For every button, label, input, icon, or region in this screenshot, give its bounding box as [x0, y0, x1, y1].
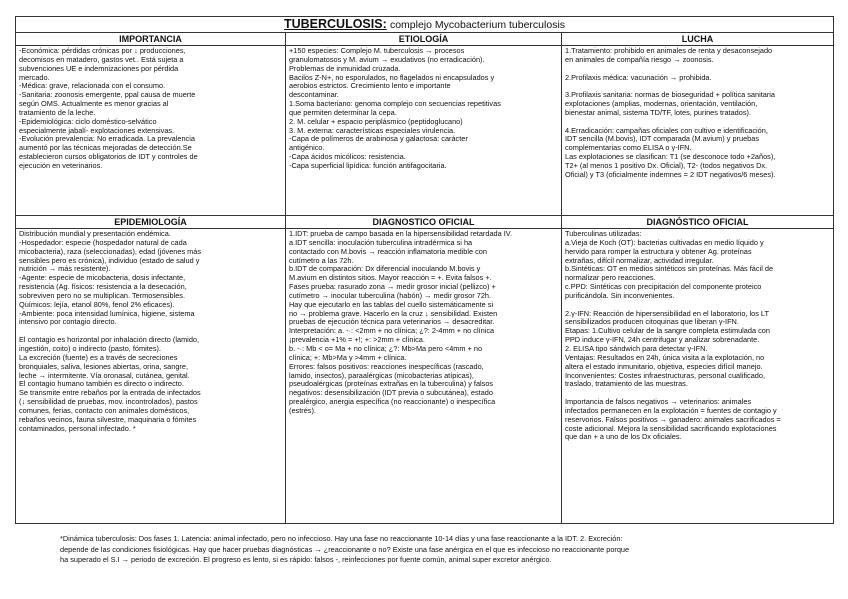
title-cell [16, 17, 834, 33]
document-title: TUBERCULOSIS: [283, 17, 387, 31]
header-row-2 [16, 216, 834, 229]
header-importancia: IMPORTANCIA [16, 33, 286, 46]
importancia-text: -Económica: pérdidas crónicas por ↓ producciones, decomisos en matadero, gastos vet.. Está sujeta a subvenciones UE e indemnizaciones por pérdida mercado. -Médica: grave, relacionada con el consumo. -Sanitaria: zoonosis emergente, ppal causa de muerte según OMS. Actualmente es menor gracias al tratamiento de la leche. -Epidemiológica: ciclo doméstico-selvático especialmente jabalí- explotaciones extensivas. -Evolución prevalencia: No erradicada. La prevalencia aumentó por las técnicas mejoradas de detección.Se establecieron cursos obligatorios de IDT y controles de ejecución en veterinarios. [16, 46, 286, 216]
header-etiologia: ETIOLOGÍA [286, 33, 562, 46]
diagnostico-oficial-2-text: Tuberculinas utilizadas: a.Vieja de Koch (OT): bacterias cultivadas en medio líquido y hervido para romper la estructura y obtener Ag. proteínas extrañas, difícil normalizar, actividad irregular. b.Sintéticas: OT en medios sintéticos sin proteínas. Más fácil de normalizar pero reacciones. c.PPD: Sintéticas con precipitación del componente proteico purificándola. Sin inconvenientes. 2.γ-IFN: Reacción de hipersensibilidad en el laboratorio, los LT sensibilizados producen citoquinas que liberan γ-IFN. Etapas: 1.Cultivo celular de la sangre completa estimulada con PPD induce γ-IFN, 24h centrifugar y analizar sobrenadante. 2. ELISA tipo sándwich para detectar γ-IFN. Ventajas: Resultados en 24h, única visita a la explotación, no altera el estado inmunitario, objetiva, especies difícil manejo. Inconvenientes: Costes infraestructuras, personal cualificado, traslado, tratamiento de las muestras. Importancia de falsos negativos → veterinarios: animales infectados permanecen en la explotación = fuentes de contagio y reservorios. Falsos positivos → ganadero: animales sacrificados = coste adicional. Mejora la sensibilidad sacrificando explotaciones que dan + a uno de los Dx oficiales. [562, 229, 834, 524]
lucha-text: 1.Tratamiento: prohibido en animales de renta y desaconsejado en animales de compañía riesgo → zoonosis. 2.Profilaxis médica: vacunación → prohibida. 3.Profilaxis sanitaria: normas de bioseguridad + política sanitaria explotaciones (amplias, modernas, orientación, ventilación, bienestar animal, sistema TD/TF, lotes, purines tratados). 4.Erradicación: campañas oficiales con cultivo e identificación, IDT sencilla (M.bovis), IDT comparada (M.avium) y pruebas complementarias como ELISA o γ-IFN. Las explotaciones se clasifican: T1 (se desconoce todo +2años), T2+ (al menos 1 positivo Dx. Oficial), T2- (todos negativos Dx. Oficial) y T3 (oficialmente indemnes = 2 IDT negativos/6 meses). [562, 46, 834, 216]
footnote: *Dinámica tuberculosis: Dos fases 1. Latencia: animal infectado, pero no infeccioso. Hay una fase no reaccionante 10-14 días y una fase reaccionante a la IDT. 2. Excreción: depende de las condiciones fisiológicas. Hay que hacer pruebas diagnósticas → ¿reaccionante o no? Existe una fase anérgica en el que es infeccioso no reaccionante porque ha superado el S.I → periodo de excreción. El progreso es lento, si es rápido: falsos -, reinfecciones por fuente común, animal super excretor anérgico. [60, 534, 630, 564]
summary-table [15, 16, 834, 524]
header-row-1 [16, 33, 834, 46]
content-row-1 [16, 46, 834, 216]
epidemiologia-text: Distribución mundial y presentación endémica. -Hospedador: especie (hospedador natural de cada micobacteria), raza (seleccionadas), edad (jóvenes más sensibles pero es crónica), individuo (estado de salud y nutrición → más resistente). -Agente: especie de micobacteria, dosis infectante, resistencia (Ag. físicos: resistencia a la desecación, sobreviven pero no se multiplican. Termosensibles. Químicos: lejía, etanol 80%, fenol 2% eficaces). -Ambiente: poca intensidad lumínica, higiene, sistema intensivo por contagio directo. El contagio es horizontal por inhalación directo (lamido, ingestión, coito) o indirecto (pasto, fómites). La excreción (fuente) es a través de secreciones bronquiales, saliva, lesiones abiertas, orina, sangre, leche → intermitente. Vía oronasal, cutánea, genital. El contagio humano también es directo o indirecto. Se transmite entre rebaños por la entrada de infectados (↓ sensibilidad de pruebas, mov. incontrolados), pastos comunes, ferias, contacto con animales domésticos, rebaños vecinos, fauna silvestre, maquinaria o fómites contaminados, personal infectado. * [16, 229, 286, 524]
diagnostico-oficial-1-text: 1.IDT: prueba de campo basada en la hipersensibilidad retardada IV. a.IDT sencilla: inoculación tuberculina intradérmica si ha contactado con M.bovis → reacción inflamatoria medible con cutímetro a las 72h. b.IDT de comparación: Dx diferencial inoculando M.bovis y M.avium en distintos sitios. Mayor reacción = +. Evita falsos +. Fases prueba: rasurado zona → medir grosor inicial (pellizco) + cutímetro → inocular tuberculina (habón) → medir grosor 72h. Hay que ejecutarlo en las tablas del cuello sistemáticamente si no → problema grave. Hacerlo en la cruz ↓ sensibilidad. Existen pruebas de ejecución técnica para veterinarios → desacreditar. Interpretación: a. -·: <2mm + no clínica; ¿?: 2-4mm + no clínica ¡prevalencia +1% = +!; +: >2mm + clínica. b. -·: Mb < o= Ma + no clínica; ¿?: Mb>Ma pero <4mm + no clínica; +: Mb>Ma y >4mm + clínica. Errores: falsos positivos: reacciones inespecíficas (rascado, lamido, insectos), paraalérgicas (micobacterias atípicas), pseudoalérgicas (proteínas extrañas en la tuberculina) y falsos negativos: desensibilización (IDT previa o subcutánea), estado prealérgico, anergia específica (no reaccionante) o inespecífica (estrés). [286, 229, 562, 524]
etiologia-text: +150 especies: Complejo M. tuberculosis → procesos granulomatosos y M. avium → exudativos (no erradicación). Problemas de inmunidad cruzada. Bacilos Z-N+, no esporulados, no flagelados ni encapsulados y aerobios estrictos. Crecimiento lento e importante descontaminar. 1.Soma bacteriano: genoma complejo con secuencias repetitivas que permiten determinar la cepa. 2. M. celular + espacio periplásmico (peptidoglucano) 3. M. externa: características especiales virulencia. -Capa de polímeros de arabinosa y galactosa: carácter antigénico. -Capa ácidos micólicos: resistencia. -Capa superficial lipídica: función antifagocitaria. [286, 46, 562, 216]
header-epidemiologia: EPIDEMIOLOGÍA [16, 216, 286, 229]
document-subtitle: complejo Mycobacterium tuberculosis [389, 19, 566, 31]
header-diagnostico-oficial-1: DIAGNOSTICO OFICIAL [286, 216, 562, 229]
header-diagnostico-oficial-2: DIAGNÓSTICO OFICIAL [562, 216, 834, 229]
header-lucha: LUCHA [562, 33, 834, 46]
content-row-2 [16, 229, 834, 524]
title-row [16, 17, 834, 33]
